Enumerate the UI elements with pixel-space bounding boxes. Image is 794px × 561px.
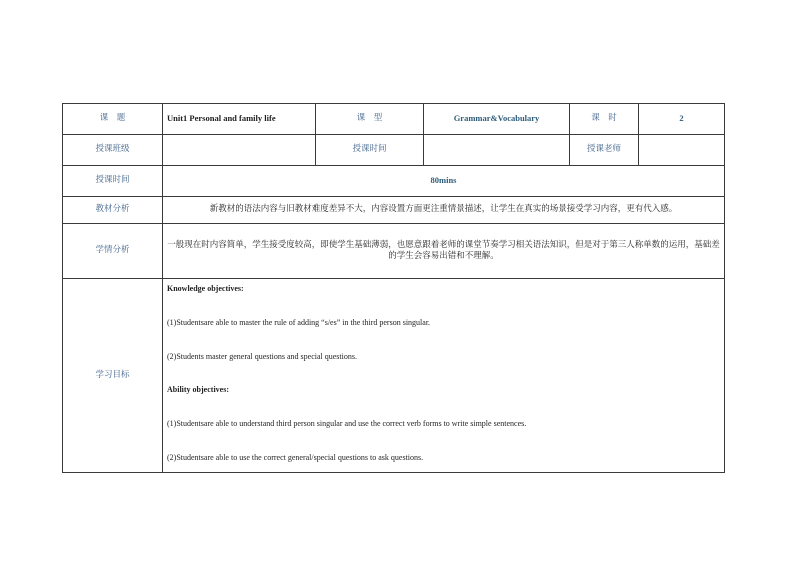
knowledge-objective-1: (1)Studentsare able to master the rule of adding “s/es” in the third person singular. — [167, 317, 431, 327]
knowledge-objective-2: (2)Students master general questions and special questions. — [167, 351, 357, 361]
knowledge-heading: Knowledge objectives: — [167, 284, 244, 293]
table-row-topic — [63, 104, 725, 135]
period-label: 课 时 — [570, 104, 639, 135]
class-value — [163, 135, 316, 166]
lesson-plan-table — [62, 103, 725, 473]
duration-value: 80mins — [163, 166, 725, 197]
ability-objective-2: (2)Studentsare able to use the correct general/special questions to ask questions. — [167, 452, 424, 462]
teacher-label: 授课老师 — [570, 135, 639, 166]
duration-label: 授课时间 — [63, 166, 163, 197]
textbook-label: 教材分析 — [63, 197, 163, 224]
type-label: 课 型 — [316, 104, 424, 135]
ability-objective-1: (1)Studentsare able to understand third person singular and use the correct verb forms to write simple sentences. — [167, 419, 527, 429]
objectives-label: 学习目标 — [63, 279, 163, 473]
objectives-list — [167, 284, 720, 464]
topic-label: 课 题 — [63, 104, 163, 135]
table-row-class — [63, 135, 725, 166]
table-row-duration — [63, 166, 725, 197]
learner-analysis: 一般现在时内容简单，学生接受度较高，即使学生基础薄弱，也愿意跟着老师的课堂节奏学习相关语法知识，但是对于第三人称单数的运用，基础差的学生会容易出错和不理解。 — [163, 224, 725, 279]
learner-label: 学情分析 — [63, 224, 163, 279]
objectives-cell — [163, 279, 725, 473]
ability-heading: Ability objectives: — [167, 385, 229, 395]
table-row-textbook — [63, 197, 725, 224]
topic-value: Unit1 Personal and family life — [163, 104, 316, 135]
textbook-analysis: 新教材的语法内容与旧教材难度差异不大，内容设置方面更注重情景描述，让学生在真实的场景接受学习内容，更有代入感。 — [163, 197, 725, 224]
table-row-learner — [63, 224, 725, 279]
class-label: 授课班级 — [63, 135, 163, 166]
type-value: Grammar&Vocabulary — [424, 104, 570, 135]
time-label: 授课时间 — [316, 135, 424, 166]
period-value: 2 — [639, 104, 725, 135]
teacher-value — [639, 135, 725, 166]
table-row-objectives — [63, 279, 725, 473]
time-value — [424, 135, 570, 166]
